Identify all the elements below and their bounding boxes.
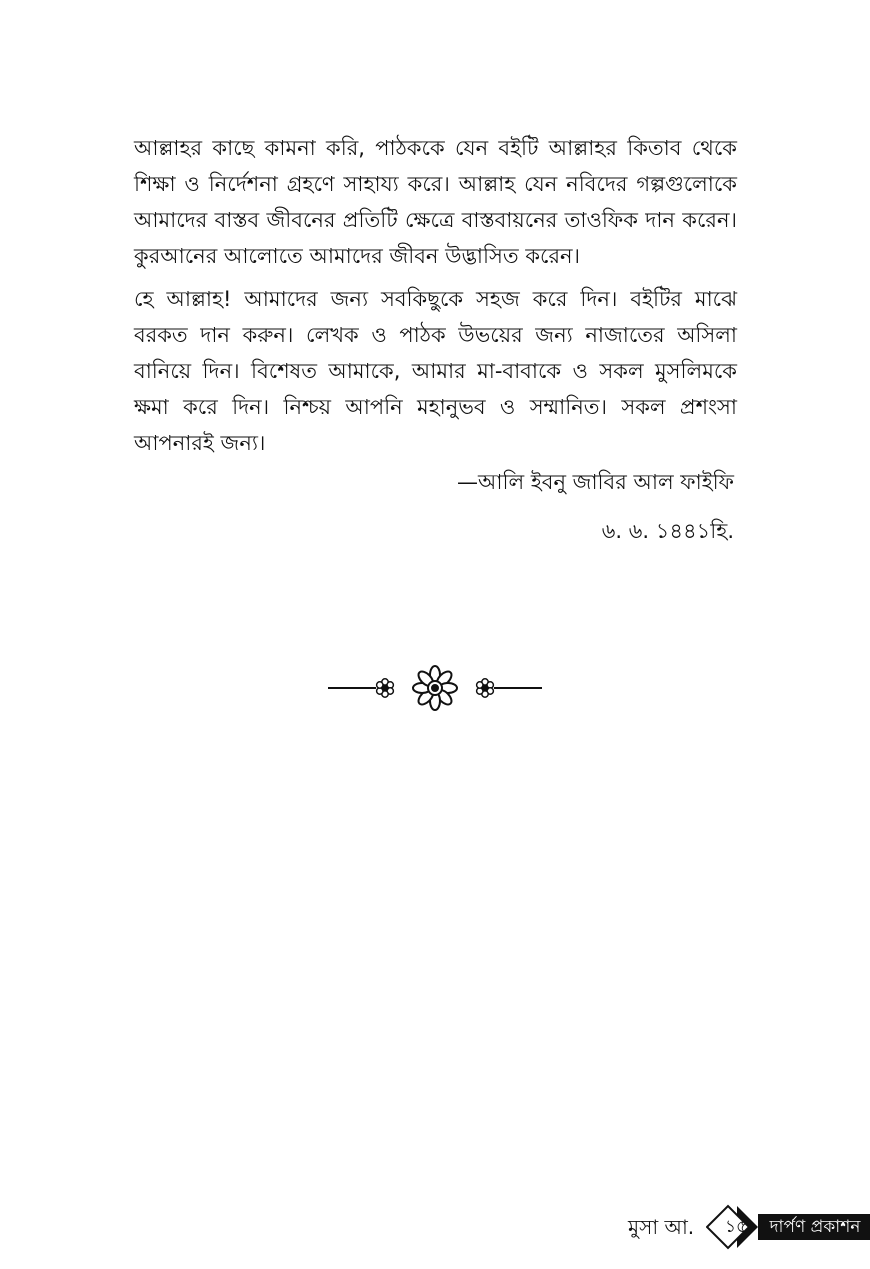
paragraph-1: আল্লাহর কাছে কামনা করি, পাঠককে যেন বইটি আল্লাহর কিতাব থেকে শিক্ষা ও নির্দেশনা গ্রহণে সাহায্য করে। আল্লাহ যেন নবিদের গল্পগুলোকে আমাদের বাস্তব জীবনের প্রতিটি ক্ষেত্রে বাস্তবায়নের তাওফিক দান করেন। কুরআনের আলোতে আমাদের জীবন উদ্ভাসিত করেন। <box>134 136 737 268</box>
paragraph-2: হে আল্লাহ! আমাদের জন্য সবকিছুকে সহজ করে দিন। বইটির মাঝে বরকত দান করুন। লেখক ও পাঠক উভয়ের জন্য নাজাতের অসিলা বানিয়ে দিন। বিশেষত আমাকে, আমার মা-বাবাকে ও সকল মুসলিমকে ক্ষমা করে দিন। নিশ্চয় আপনি মহানুভব ও সম্মানিত। সকল প্রশংসা আপনারই জন্য। <box>134 287 737 455</box>
floral-divider-icon <box>326 662 544 714</box>
footer-book-title: মুসা আ. <box>628 1215 695 1239</box>
publisher-name: দার্পণ প্রকাশন <box>769 1217 861 1237</box>
signature-date: ৬. ৬. ১৪৪১হি. <box>601 519 734 543</box>
author-signature: —আলি ইবনু জাবির আল ফাইফি <box>457 470 734 494</box>
page-number: ১৫ <box>724 1217 748 1237</box>
